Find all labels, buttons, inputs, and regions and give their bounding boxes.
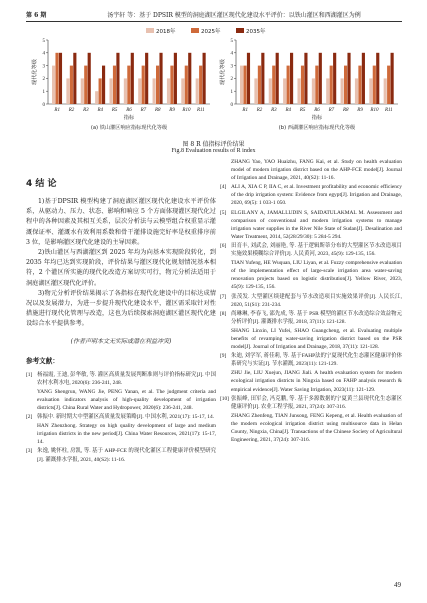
- bar: [145, 53, 148, 104]
- running-title: 汤宇轩 等：基于 DPSIR 模型的洞庭湖区灌区现代化建设水平评价：以铁山灌区和西湖灌区为例: [107, 12, 361, 19]
- bar: [319, 53, 322, 104]
- y-tick-label: 1: [230, 90, 233, 95]
- page-number: 49: [394, 581, 401, 589]
- bar: [203, 53, 206, 104]
- bar: [66, 78, 69, 104]
- references-left: [26, 371, 216, 464]
- y-tick-label: 5: [42, 38, 45, 44]
- x-tick-label: R9: [169, 108, 175, 113]
- reference-text: TIAN Yufeng, HE Wuquan, LIU Liyan, et al. Fuzzy comprehensive evaluation of the implementation effect of large-scale irrigation area water-saving renovation projects based on logistic distribution[J]. Yellow River, 2023, 45(9): 129-135, 156.: [231, 260, 402, 291]
- bar: [188, 53, 191, 104]
- reference-text: ALI A, XIA C P, IIA C, et al. Investment profitability and economic efficiency of the drip irrigation system: Evidence from egypt[J]. Irrigation and Drainage, 2020, 69(5): 1 033-1 050.: [231, 184, 402, 207]
- section-title-conclusion: 4 结 论: [26, 179, 57, 189]
- reference-text: 杨福霞, 王迪, 彭华敏, 等. 灌区高质量发展判断准则与评价指标研究[J]. 中国农村水利水电, 2020(6): 236-241, 248.: [37, 371, 216, 386]
- left-column: [26, 158, 216, 465]
- panel-subcaption: (a) 铁山灌区响应指标现代化等级: [90, 125, 168, 131]
- y-tick-label: 1: [42, 90, 45, 95]
- x-tick-label: R4: [285, 108, 292, 113]
- reference-entry: [220, 369, 402, 393]
- reference-text: ELGILANY A, JAMALLUDIN S, SAIDATULAKMAL M. Assessment and comparison of conventional and modern irrigation systems to manage irrigation water supplies in the River Nile State of Sudan[J]. Desalination and Water Treatment, 2014, 52(28/29/30): 5 284-5 294.: [231, 209, 402, 240]
- bar: [258, 66, 261, 104]
- x-tick-label: R1: [54, 108, 60, 113]
- bar: [99, 78, 102, 104]
- bar: [102, 66, 105, 104]
- reference-text: 韩振中. 新时期大中型灌区高质量发展策略[J]. 中国水利, 2021(17): 15-17, 14.: [37, 414, 214, 421]
- reference-text: 朱逸, 姚怀柱, 房凯, 等. 基于 AHP-FCE 的现代化灌区工程健康评价模型研究[J]. 灌溉排水学报, 2021, 40(S2): 11-16.: [37, 448, 216, 463]
- x-tick-label: R3: [271, 108, 277, 113]
- x-tick-label: R2: [256, 108, 263, 113]
- bar: [88, 53, 91, 104]
- bar: [124, 78, 127, 104]
- figure-8: [26, 26, 402, 132]
- legend-label: 2018年: [156, 29, 176, 35]
- x-tick-label: R5: [111, 108, 118, 113]
- bar: [156, 66, 159, 104]
- x-tick-label: R10: [370, 108, 379, 113]
- x-tick-label: R6: [314, 108, 320, 113]
- x-tick-label: R2: [68, 108, 75, 113]
- bar: [55, 53, 58, 104]
- reference-text: ZHU Jie, LIU Xuejun, JIANG Jiali. A health evaluation system for modern ecological irrigation districts in Ningxia based on FAHP analysis research & empirical evidence[J]. Water Saving Irrigation, 2023(11): 121-129.: [231, 370, 402, 393]
- conclusion-paragraph: 2)铁山灌区与西湖灌区到 2025 年均为向基本实现阶段转化，到 2035 年均已达到实现阶段，评价结果与灌区现代化规划情况基本相符，2 个灌区所实施的现代化改造方案切实可行，物元分析法适用于洞庭湖区灌区现代化评价。: [26, 249, 216, 287]
- bar: [159, 53, 162, 104]
- x-tick-label: R5: [299, 108, 306, 113]
- reference-text: HAN Zhenzhong. Strategy on high quality development of large and medium irrigation districts in the new period[J]. China Water Resources, 2021(17): 15-17, 14.: [37, 423, 216, 446]
- bar: [369, 78, 372, 104]
- bar: [138, 78, 141, 104]
- y-axis-label: 现代化等级: [220, 59, 226, 85]
- bar: [59, 53, 62, 104]
- bar: [174, 53, 177, 104]
- reference-number: [4]: [220, 184, 227, 191]
- bar: [84, 66, 87, 104]
- x-tick-label: R10: [182, 108, 191, 113]
- bar: [347, 53, 350, 104]
- reference-number: [9]: [220, 353, 227, 360]
- reference-number: [7]: [220, 293, 227, 300]
- y-tick-label: 4: [230, 51, 233, 57]
- reference-entry: [220, 395, 402, 411]
- bar: [376, 53, 379, 104]
- reference-text: 朱迪, 刘学军, 蒋佳莉, 等. 基于FAHP法的宁夏现代化生态灌区健康评价体系研究与实证[J]. 节水灌溉, 2023(11): 121-129.: [231, 353, 402, 368]
- reference-entry: [220, 352, 402, 368]
- reference-entry: [220, 242, 402, 258]
- bar: [283, 78, 286, 104]
- x-tick-label: R3: [83, 108, 89, 113]
- reference-number: [1]: [26, 371, 33, 378]
- bar: [109, 78, 112, 104]
- bar: [261, 53, 264, 104]
- reference-number: [6]: [220, 242, 227, 249]
- conclusion-paragraph: 1)基于DPSIR 模型构建了洞庭湖区灌区现代化建设水平评价体系，从驱动力、压力、状态、影响和响应 5 个方面体现灌区现代化过程中的各种因素及其相互关系，层次分析法与云模型组合权重显示灌溉保证率、灌溉水有效利用系数和骨干灌排设施完好率是权重排序前 3 位，是影响灌区现代化建设的主导因素。: [26, 198, 216, 246]
- reference-text: 田育丰, 刘武会, 刘丽艳, 等. 基于逻辑斯蒂分布的大型灌区节水改造项目实施效果模糊综合评价[J]. 人民黄河, 2023, 45(9): 129-135, 156.: [231, 242, 402, 258]
- issue-number: 第 6 期: [26, 12, 47, 19]
- reference-text: YANG Shengrun, WANG Jie, PENG Yanan, et al. The judgment criteria and evaluation indicators analysis of high-quality development of irrigation districts[J]. China Rural Water and Hydropower, 2020(6): 236-241, 248.: [37, 388, 216, 412]
- reference-number: [8]: [220, 310, 227, 317]
- bar: [297, 78, 300, 104]
- reference-entry: [220, 293, 402, 309]
- y-axis-label: 现代化等级: [32, 59, 38, 85]
- reference-entry: [220, 259, 402, 291]
- bar: [185, 66, 188, 104]
- x-tick-label: R7: [140, 108, 147, 113]
- reference-entry: [26, 371, 216, 387]
- reference-text: 尚琳琳, 李春飞, 邵先成, 等. 基于 PSR 模型的灌区节水改造综合效益物元分析评价[J]. 灌溉排水学报, 2018, 37(11): 121-128.: [231, 310, 402, 325]
- conflict-statement: (作者声明本文无实际或潜在利益冲突): [70, 337, 172, 345]
- x-tick-label: R1: [242, 108, 248, 113]
- y-tick-label: 0: [42, 102, 45, 108]
- legend-label: 2035年: [246, 29, 266, 35]
- header-rule: [26, 21, 402, 22]
- y-tick-label: 2: [42, 77, 45, 83]
- reference-text: ZHANG Yao, YAO Huaizhu, FANG Kai, et al. Study on health evaluation model of modern irrigation district based on the AHP-FCE model[J]. Journal of Irrigation and Drainage, 2021, 40(S2): 11-16.: [231, 159, 402, 182]
- bar: [199, 66, 202, 104]
- bar: [290, 53, 293, 104]
- reference-text: SHANG Linxin, LI Yufei, SHAO Guangcheng, et al. Evaluating multiple benefits of revamping water-saving irrigation district based on the PSR model[J]. Journal of Irrigation and Drainage, 2018, 37(11): 121-128.: [231, 327, 402, 351]
- reference-text: 张振峰, 田军会, 冯克鹏, 等. 基于多源数据的宁夏黄兰县现代化生态灌区健康评价[J]. 农业工程学报, 2021, 37(24): 307-316.: [231, 395, 402, 410]
- y-tick-label: 3: [42, 64, 45, 70]
- bar: [384, 78, 387, 104]
- bar: [70, 66, 73, 104]
- bar: [330, 66, 333, 104]
- references-right: [220, 158, 402, 444]
- legend-swatch: [146, 28, 154, 33]
- reference-entry: [26, 447, 216, 463]
- legend-swatch: [236, 28, 244, 33]
- panel-subcaption: (b) 西湖灌区响应指标现代化等级: [278, 125, 356, 131]
- reference-entry: [220, 310, 402, 326]
- bar: [81, 78, 84, 104]
- x-tick-label: R6: [126, 108, 132, 113]
- bar: [181, 78, 184, 104]
- x-tick-label: R7: [328, 108, 335, 113]
- bar: [355, 78, 358, 104]
- bar: [73, 53, 76, 104]
- x-axis-label: 指标: [123, 115, 135, 121]
- right-column: [220, 158, 402, 445]
- bar: [269, 78, 272, 104]
- bar: [301, 66, 304, 104]
- bar: [341, 78, 344, 104]
- reference-entry: [220, 183, 402, 207]
- bar: [131, 53, 134, 104]
- reference-number: [10]: [220, 395, 229, 402]
- bar: [116, 53, 119, 104]
- bar: [127, 66, 130, 104]
- bar: [196, 78, 199, 104]
- bar: [362, 53, 365, 104]
- y-tick-label: 3: [230, 64, 233, 70]
- x-tick-label: R4: [97, 108, 104, 113]
- bar: [344, 66, 347, 104]
- bar: [240, 66, 243, 104]
- reference-entry: [26, 422, 216, 446]
- bar: [170, 66, 173, 104]
- legend-swatch: [191, 28, 199, 33]
- bar: [113, 66, 116, 104]
- bar: [373, 66, 376, 104]
- running-header: [26, 8, 402, 20]
- reference-entry: [26, 388, 216, 412]
- bar: [276, 53, 279, 104]
- legend-label: 2025年: [201, 29, 221, 35]
- figure-caption-cn: 图 8 R 值指标评价结果: [182, 141, 245, 148]
- y-tick-label: 5: [230, 38, 233, 44]
- conclusion-paragraph: 3)物元分析评价结果揭示了各指标在现代化建设中的目标达成情况以及发展潜力，为进一步提升现代化建设水平，灌区需采取针对性措施进行现代化管理与改造，这也为后续探索洞庭湖区灌区现代化建设综合水平提供参考。: [26, 289, 216, 328]
- bar: [358, 66, 361, 104]
- y-tick-label: 4: [42, 51, 45, 57]
- reference-entry: [220, 412, 402, 444]
- reference-number: [5]: [220, 209, 227, 216]
- reference-entry: [220, 327, 402, 351]
- figure-caption-en: Fig.8 Evaluation results of R index: [171, 148, 256, 154]
- x-tick-label: R8: [342, 108, 349, 113]
- bar: [333, 53, 336, 104]
- references-title: 参考文献：: [26, 356, 59, 365]
- bar: [254, 78, 257, 104]
- x-tick-label: R11: [196, 108, 205, 113]
- reference-text: ZHANG Zhenfeng, TIAN Junsong, FENG Kepeng, et al. Health evaluation of the modern ecological irrigation district using multisource data in Helan County, Ningxia, China[J]. Transactions of the Chinese Society of Agricultural Engineering, 2021, 37(24): 307-316.: [231, 412, 402, 444]
- figure-8-chart: [26, 26, 402, 132]
- y-tick-label: 0: [230, 102, 233, 108]
- bar: [326, 78, 329, 104]
- bar: [247, 53, 250, 104]
- reference-number: [2]: [26, 414, 33, 421]
- bar: [312, 78, 315, 104]
- bar: [315, 66, 318, 104]
- bar: [153, 78, 156, 104]
- reference-text: 张茂发. 大型灌区续建配套与节水改造项目实施效果评价[J]. 人民长江, 2020, 51(S1): 231-234.: [231, 293, 402, 308]
- bar: [387, 66, 390, 104]
- x-axis-label: 指标: [311, 115, 323, 121]
- bar: [304, 53, 307, 104]
- reference-entry: [26, 413, 216, 421]
- x-tick-label: R9: [357, 108, 363, 113]
- reference-entry: [220, 158, 402, 182]
- bar: [95, 91, 98, 104]
- x-tick-label: R11: [384, 108, 393, 113]
- y-tick-label: 2: [230, 77, 233, 83]
- bar: [167, 78, 170, 104]
- x-tick-label: R8: [154, 108, 161, 113]
- bar: [142, 66, 145, 104]
- bar: [272, 66, 275, 104]
- bar: [52, 66, 55, 104]
- bar: [391, 53, 394, 104]
- reference-number: [3]: [26, 448, 33, 455]
- bar: [287, 66, 290, 104]
- bar: [243, 66, 246, 104]
- reference-entry: [220, 209, 402, 241]
